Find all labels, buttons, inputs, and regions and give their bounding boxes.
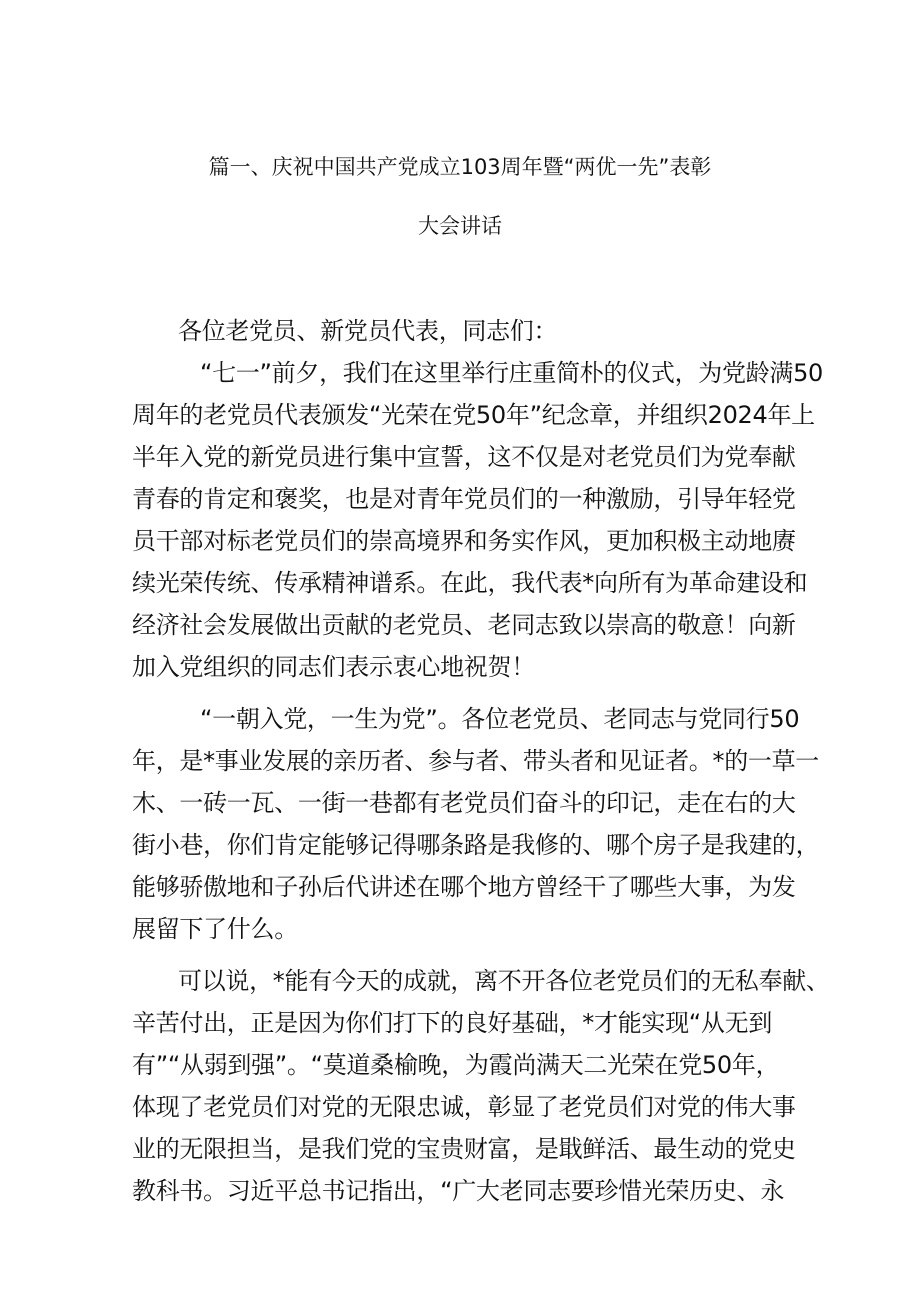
paragraph-1-line-6: 续光荣传统、传承精神谱系。在此，我代表*向所有为革命建设和 bbox=[132, 569, 808, 597]
paragraph-3-line-2: 辛苦付出，正是因为你们打下的良好基础，*才能实现“从无到 bbox=[132, 1009, 773, 1037]
salutation: 各位老党员、新党员代表，同志们： bbox=[178, 317, 558, 345]
paragraph-2-line-4: 街小巷，你们肯定能够记得哪条路是我修的、哪个房子是我建的， bbox=[132, 831, 820, 859]
paragraph-2-line-1: “一朝入党，一生为党”。各位老党员、老同志与党同行50 bbox=[200, 705, 800, 733]
paragraph-1-line-1: “七一”前夕，我们在这里举行庄重简朴的仪式，为党龄满50 bbox=[200, 359, 824, 387]
paragraph-2-line-6: 展留下了什么。 bbox=[132, 915, 298, 943]
paragraph-3-line-5: 业的无限担当，是我们党的宝贵财富，是戢鲜活、最生动的党史 bbox=[132, 1135, 796, 1163]
paragraph-3-line-1: 可以说，*能有今天的成就，离不开各位老党员们的无私奉献、 bbox=[178, 967, 830, 995]
document-title-line-1: 篇一、庆祝中国共产党成立103周年暨“两优一先”表彰 bbox=[208, 155, 712, 179]
document-title-line-2: 大会讲话 bbox=[418, 214, 502, 238]
paragraph-2-line-2: 年，是*事业发展的亲历者、参与者、带头者和见证者。*的一草一 bbox=[132, 747, 819, 775]
paragraph-1-line-7: 经济社会发展做出贡献的老党员、老同志致以崇高的敬意！向新 bbox=[132, 611, 796, 639]
paragraph-3-line-3: 有”“从弱到强”。“莫道桑榆晚，为霞尚满天二光荣在党50年， bbox=[132, 1051, 780, 1079]
paragraph-1-line-2: 周年的老党员代表颁发“光荣在党50年”纪念章，并组织2024年上 bbox=[132, 401, 815, 429]
paragraph-3-line-4: 体现了老党员们对党的无限忠诚，彰显了老党员们对党的伟大事 bbox=[132, 1093, 796, 1121]
paragraph-1-line-3: 半年入党的新党员进行集中宣誓，这不仅是对老党员们为党奉献 bbox=[132, 443, 796, 471]
paragraph-1-line-8: 加入党组织的同志们表示衷心地祝贺！ bbox=[132, 653, 535, 681]
paragraph-1-line-4: 青春的肯定和褒奖，也是对青年党员们的一种激励，引导年轻党 bbox=[132, 485, 796, 513]
paragraph-2-line-3: 木、一砖一瓦、一街一巷都有老党员们奋斗的印记，走在右的大 bbox=[132, 789, 796, 817]
paragraph-2-line-5: 能够骄傲地和子孙后代讲述在哪个地方曾经干了哪些大事，为发 bbox=[132, 873, 796, 901]
paragraph-1-line-5: 员干部对标老党员们的崇高境界和务实作风，更加积极主动地赓 bbox=[132, 527, 796, 555]
paragraph-3-line-6: 教科书。习近平总书记指出，“广大老同志要珍惜光荣历史、永 bbox=[132, 1177, 785, 1205]
